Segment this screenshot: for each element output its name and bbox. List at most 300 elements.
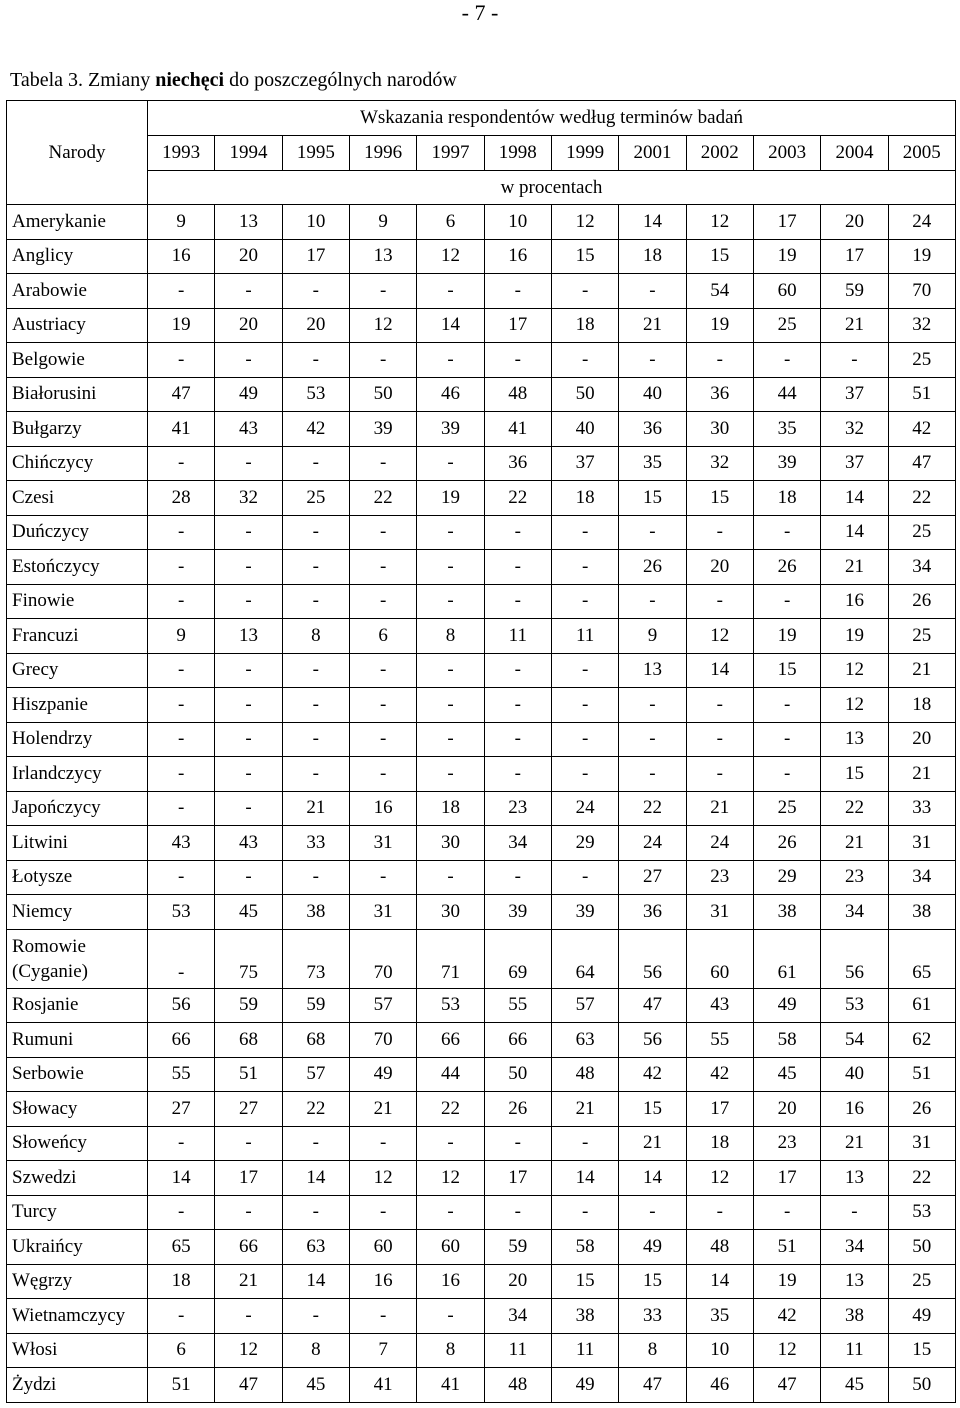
table-row bbox=[7, 1195, 956, 1230]
value-cell: 24 bbox=[619, 826, 686, 861]
value-cell: - bbox=[484, 1126, 551, 1161]
table-row bbox=[7, 1057, 956, 1092]
value-cell: 49 bbox=[551, 1368, 618, 1403]
value-cell: 38 bbox=[551, 1299, 618, 1334]
value-cell: 29 bbox=[753, 860, 820, 895]
value-cell: - bbox=[551, 1126, 618, 1161]
value-cell: 59 bbox=[484, 1230, 551, 1265]
value-cell: 18 bbox=[551, 308, 618, 343]
value-cell: - bbox=[282, 722, 349, 757]
value-cell: 22 bbox=[282, 1092, 349, 1127]
value-cell: 17 bbox=[484, 1161, 551, 1196]
value-cell: 53 bbox=[282, 377, 349, 412]
value-cell: 22 bbox=[417, 1092, 484, 1127]
table-row bbox=[7, 584, 956, 619]
value-cell: 70 bbox=[349, 1023, 416, 1058]
value-cell: 31 bbox=[349, 895, 416, 930]
caption-prefix: Tabela 3. Zmiany bbox=[10, 69, 156, 91]
value-cell: 16 bbox=[821, 1092, 888, 1127]
value-cell: - bbox=[417, 757, 484, 792]
year-header: 1996 bbox=[349, 136, 416, 171]
value-cell: 35 bbox=[619, 446, 686, 481]
value-cell: 26 bbox=[753, 826, 820, 861]
value-cell: 27 bbox=[215, 1092, 282, 1127]
value-cell: 55 bbox=[148, 1057, 215, 1092]
value-cell: 66 bbox=[148, 1023, 215, 1058]
value-cell: - bbox=[753, 1195, 820, 1230]
value-cell: 22 bbox=[619, 791, 686, 826]
table-row bbox=[7, 1126, 956, 1161]
value-cell: 65 bbox=[888, 929, 955, 988]
value-cell: 25 bbox=[888, 1264, 955, 1299]
value-cell: 75 bbox=[215, 929, 282, 988]
value-cell: 34 bbox=[484, 826, 551, 861]
value-cell: 16 bbox=[484, 239, 551, 274]
value-cell: - bbox=[551, 515, 618, 550]
value-cell: - bbox=[686, 757, 753, 792]
value-cell: 42 bbox=[619, 1057, 686, 1092]
nation-name-cell: Estończycy bbox=[7, 550, 148, 585]
nation-name-cell: Rosjanie bbox=[7, 988, 148, 1023]
table-row bbox=[7, 1333, 956, 1368]
nation-name-cell: Chińczycy bbox=[7, 446, 148, 481]
value-cell: 15 bbox=[686, 239, 753, 274]
value-cell: - bbox=[148, 446, 215, 481]
value-cell: - bbox=[148, 791, 215, 826]
value-cell: 26 bbox=[753, 550, 820, 585]
value-cell: 15 bbox=[619, 1092, 686, 1127]
value-cell: 20 bbox=[215, 239, 282, 274]
value-cell: 19 bbox=[753, 619, 820, 654]
value-cell: 60 bbox=[417, 1230, 484, 1265]
value-cell: 16 bbox=[349, 1264, 416, 1299]
value-cell: 43 bbox=[686, 988, 753, 1023]
value-cell: 48 bbox=[484, 377, 551, 412]
value-cell: 33 bbox=[888, 791, 955, 826]
value-cell: 43 bbox=[215, 412, 282, 447]
value-cell: 55 bbox=[686, 1023, 753, 1058]
value-cell: 41 bbox=[148, 412, 215, 447]
value-cell: 12 bbox=[349, 308, 416, 343]
value-cell: 14 bbox=[821, 481, 888, 516]
nation-name-cell: Serbowie bbox=[7, 1057, 148, 1092]
value-cell: 21 bbox=[686, 791, 753, 826]
table-row bbox=[7, 929, 956, 988]
value-cell: 73 bbox=[282, 929, 349, 988]
value-cell: 20 bbox=[888, 722, 955, 757]
value-cell: - bbox=[349, 343, 416, 378]
value-cell: 19 bbox=[821, 619, 888, 654]
value-cell: - bbox=[484, 688, 551, 723]
value-cell: 23 bbox=[821, 860, 888, 895]
value-cell: 50 bbox=[888, 1368, 955, 1403]
aversion-table bbox=[6, 100, 956, 1403]
value-cell: 12 bbox=[686, 205, 753, 240]
value-cell: 21 bbox=[551, 1092, 618, 1127]
value-cell: 21 bbox=[821, 826, 888, 861]
value-cell: 40 bbox=[619, 377, 686, 412]
value-cell: - bbox=[551, 550, 618, 585]
value-cell: 21 bbox=[215, 1264, 282, 1299]
value-cell: 41 bbox=[349, 1368, 416, 1403]
value-cell: 15 bbox=[551, 1264, 618, 1299]
value-cell: 53 bbox=[417, 988, 484, 1023]
value-cell: 12 bbox=[215, 1333, 282, 1368]
value-cell: - bbox=[619, 757, 686, 792]
value-cell: 17 bbox=[753, 205, 820, 240]
value-cell: 13 bbox=[215, 205, 282, 240]
value-cell: - bbox=[484, 722, 551, 757]
table-row bbox=[7, 274, 956, 309]
value-cell: - bbox=[148, 274, 215, 309]
value-cell: - bbox=[148, 688, 215, 723]
value-cell: 38 bbox=[282, 895, 349, 930]
value-cell: 51 bbox=[888, 1057, 955, 1092]
value-cell: 68 bbox=[282, 1023, 349, 1058]
value-cell: 66 bbox=[215, 1230, 282, 1265]
value-cell: 51 bbox=[888, 377, 955, 412]
value-cell: - bbox=[551, 343, 618, 378]
value-cell: 33 bbox=[619, 1299, 686, 1334]
value-cell: - bbox=[215, 343, 282, 378]
value-cell: 18 bbox=[753, 481, 820, 516]
table-row bbox=[7, 1023, 956, 1058]
year-header: 1994 bbox=[215, 136, 282, 171]
value-cell: 64 bbox=[551, 929, 618, 988]
value-cell: - bbox=[282, 1299, 349, 1334]
value-cell: - bbox=[686, 343, 753, 378]
value-cell: 24 bbox=[686, 826, 753, 861]
value-cell: - bbox=[551, 688, 618, 723]
value-cell: 58 bbox=[551, 1230, 618, 1265]
nation-name-cell: Arabowie bbox=[7, 274, 148, 309]
value-cell: 30 bbox=[417, 895, 484, 930]
value-cell: - bbox=[619, 688, 686, 723]
value-cell: - bbox=[148, 653, 215, 688]
value-cell: - bbox=[417, 688, 484, 723]
value-cell: 17 bbox=[753, 1161, 820, 1196]
table-body bbox=[7, 205, 956, 1403]
value-cell: 21 bbox=[888, 757, 955, 792]
value-cell: - bbox=[349, 757, 416, 792]
table-row bbox=[7, 412, 956, 447]
table-row bbox=[7, 722, 956, 757]
nation-name-cell: Grecy bbox=[7, 653, 148, 688]
value-cell: 17 bbox=[484, 308, 551, 343]
corner-header: Narody bbox=[7, 101, 148, 205]
value-cell: 18 bbox=[619, 239, 686, 274]
value-cell: 38 bbox=[753, 895, 820, 930]
value-cell: 26 bbox=[484, 1092, 551, 1127]
value-cell: 56 bbox=[821, 929, 888, 988]
value-cell: 22 bbox=[888, 1161, 955, 1196]
value-cell: 21 bbox=[821, 1126, 888, 1161]
value-cell: 18 bbox=[888, 688, 955, 723]
value-cell: 31 bbox=[888, 1126, 955, 1161]
value-cell: - bbox=[148, 757, 215, 792]
value-cell: 7 bbox=[349, 1333, 416, 1368]
value-cell: - bbox=[484, 274, 551, 309]
value-cell: 60 bbox=[349, 1230, 416, 1265]
value-cell: 70 bbox=[349, 929, 416, 988]
value-cell: - bbox=[148, 929, 215, 988]
value-cell: - bbox=[753, 757, 820, 792]
value-cell: 20 bbox=[753, 1092, 820, 1127]
value-cell: - bbox=[551, 584, 618, 619]
value-cell: 19 bbox=[753, 1264, 820, 1299]
value-cell: 45 bbox=[215, 895, 282, 930]
value-cell: - bbox=[282, 515, 349, 550]
value-cell: 14 bbox=[619, 1161, 686, 1196]
value-cell: - bbox=[215, 550, 282, 585]
value-cell: 56 bbox=[619, 929, 686, 988]
value-cell: 47 bbox=[888, 446, 955, 481]
value-cell: 30 bbox=[417, 826, 484, 861]
value-cell: - bbox=[484, 584, 551, 619]
value-cell: 37 bbox=[821, 446, 888, 481]
value-cell: 66 bbox=[484, 1023, 551, 1058]
value-cell: - bbox=[686, 515, 753, 550]
value-cell: 56 bbox=[148, 988, 215, 1023]
value-cell: - bbox=[282, 860, 349, 895]
value-cell: 45 bbox=[753, 1057, 820, 1092]
value-cell: - bbox=[349, 722, 416, 757]
value-cell: 65 bbox=[148, 1230, 215, 1265]
value-cell: 32 bbox=[821, 412, 888, 447]
value-cell: 37 bbox=[551, 446, 618, 481]
value-cell: - bbox=[619, 584, 686, 619]
value-cell: 34 bbox=[821, 895, 888, 930]
value-cell: 47 bbox=[753, 1368, 820, 1403]
value-cell: - bbox=[484, 515, 551, 550]
value-cell: - bbox=[148, 584, 215, 619]
value-cell: 66 bbox=[417, 1023, 484, 1058]
value-cell: 47 bbox=[148, 377, 215, 412]
table-row bbox=[7, 308, 956, 343]
value-cell: - bbox=[551, 1195, 618, 1230]
value-cell: 48 bbox=[484, 1368, 551, 1403]
value-cell: 38 bbox=[888, 895, 955, 930]
table-row bbox=[7, 757, 956, 792]
value-cell: - bbox=[282, 446, 349, 481]
table-row bbox=[7, 343, 956, 378]
value-cell: 8 bbox=[417, 1333, 484, 1368]
value-cell: - bbox=[148, 1195, 215, 1230]
value-cell: - bbox=[417, 515, 484, 550]
value-cell: 17 bbox=[821, 239, 888, 274]
value-cell: - bbox=[148, 860, 215, 895]
table-row bbox=[7, 481, 956, 516]
value-cell: - bbox=[282, 584, 349, 619]
nation-name-cell: Ukraińcy bbox=[7, 1230, 148, 1265]
value-cell: 40 bbox=[821, 1057, 888, 1092]
value-cell: 9 bbox=[148, 619, 215, 654]
value-cell: 11 bbox=[551, 1333, 618, 1368]
value-cell: 17 bbox=[282, 239, 349, 274]
value-cell: 49 bbox=[888, 1299, 955, 1334]
table-row bbox=[7, 205, 956, 240]
value-cell: - bbox=[551, 274, 618, 309]
value-cell: - bbox=[215, 860, 282, 895]
value-cell: 62 bbox=[888, 1023, 955, 1058]
value-cell: 60 bbox=[686, 929, 753, 988]
value-cell: - bbox=[215, 515, 282, 550]
value-cell: 32 bbox=[215, 481, 282, 516]
value-cell: - bbox=[619, 515, 686, 550]
value-cell: 14 bbox=[551, 1161, 618, 1196]
table-row bbox=[7, 377, 956, 412]
value-cell: 59 bbox=[821, 274, 888, 309]
value-cell: 19 bbox=[148, 308, 215, 343]
value-cell: 29 bbox=[551, 826, 618, 861]
value-cell: 15 bbox=[619, 1264, 686, 1299]
value-cell: 35 bbox=[686, 1299, 753, 1334]
value-cell: - bbox=[686, 584, 753, 619]
value-cell: - bbox=[753, 515, 820, 550]
value-cell: 41 bbox=[417, 1368, 484, 1403]
nation-name-cell: Amerykanie bbox=[7, 205, 148, 240]
value-cell: 20 bbox=[215, 308, 282, 343]
value-cell: 54 bbox=[686, 274, 753, 309]
value-cell: 6 bbox=[349, 619, 416, 654]
value-cell: 18 bbox=[686, 1126, 753, 1161]
value-cell: 53 bbox=[821, 988, 888, 1023]
table-row bbox=[7, 826, 956, 861]
value-cell: 8 bbox=[619, 1333, 686, 1368]
nation-name-cell: Szwedzi bbox=[7, 1161, 148, 1196]
nation-name-cell: Rumuni bbox=[7, 1023, 148, 1058]
value-cell: 50 bbox=[349, 377, 416, 412]
year-header: 2001 bbox=[619, 136, 686, 171]
value-cell: 56 bbox=[619, 1023, 686, 1058]
nation-name-cell: Bułgarzy bbox=[7, 412, 148, 447]
table-row bbox=[7, 653, 956, 688]
value-cell: 22 bbox=[821, 791, 888, 826]
value-cell: 22 bbox=[484, 481, 551, 516]
value-cell: 21 bbox=[349, 1092, 416, 1127]
value-cell: 15 bbox=[821, 757, 888, 792]
value-cell: 23 bbox=[484, 791, 551, 826]
value-cell: 8 bbox=[417, 619, 484, 654]
value-cell: 19 bbox=[888, 239, 955, 274]
value-cell: - bbox=[349, 446, 416, 481]
value-cell: 61 bbox=[753, 929, 820, 988]
value-cell: 37 bbox=[821, 377, 888, 412]
value-cell: 71 bbox=[417, 929, 484, 988]
value-cell: 15 bbox=[888, 1333, 955, 1368]
value-cell: 45 bbox=[821, 1368, 888, 1403]
value-cell: - bbox=[215, 1195, 282, 1230]
nation-name-cell: Francuzi bbox=[7, 619, 148, 654]
value-cell: 6 bbox=[148, 1333, 215, 1368]
value-cell: 16 bbox=[148, 239, 215, 274]
value-cell: 60 bbox=[753, 274, 820, 309]
value-cell: 8 bbox=[282, 1333, 349, 1368]
value-cell: 47 bbox=[619, 988, 686, 1023]
value-cell: 28 bbox=[148, 481, 215, 516]
value-cell: 20 bbox=[821, 205, 888, 240]
value-cell: - bbox=[282, 688, 349, 723]
value-cell: 63 bbox=[551, 1023, 618, 1058]
value-cell: 11 bbox=[551, 619, 618, 654]
value-cell: 11 bbox=[821, 1333, 888, 1368]
value-cell: 21 bbox=[821, 308, 888, 343]
nation-name-cell: Turcy bbox=[7, 1195, 148, 1230]
value-cell: 68 bbox=[215, 1023, 282, 1058]
value-cell: 34 bbox=[888, 550, 955, 585]
value-cell: 15 bbox=[686, 481, 753, 516]
value-cell: 36 bbox=[619, 412, 686, 447]
value-cell: 39 bbox=[753, 446, 820, 481]
value-cell: 24 bbox=[888, 205, 955, 240]
value-cell: - bbox=[349, 688, 416, 723]
value-cell: 23 bbox=[686, 860, 753, 895]
value-cell: 59 bbox=[215, 988, 282, 1023]
value-cell: - bbox=[148, 550, 215, 585]
value-cell: - bbox=[349, 860, 416, 895]
value-cell: 12 bbox=[686, 619, 753, 654]
value-cell: - bbox=[148, 1126, 215, 1161]
value-cell: - bbox=[215, 1126, 282, 1161]
year-header: 1995 bbox=[282, 136, 349, 171]
nation-name-cell: Austriacy bbox=[7, 308, 148, 343]
value-cell: 14 bbox=[821, 515, 888, 550]
value-cell: - bbox=[551, 860, 618, 895]
value-cell: - bbox=[349, 584, 416, 619]
value-cell: - bbox=[349, 274, 416, 309]
value-cell: - bbox=[417, 653, 484, 688]
value-cell: 20 bbox=[282, 308, 349, 343]
value-cell: - bbox=[417, 1195, 484, 1230]
value-cell: 21 bbox=[619, 1126, 686, 1161]
value-cell: 25 bbox=[753, 308, 820, 343]
value-cell: - bbox=[282, 550, 349, 585]
value-cell: 53 bbox=[148, 895, 215, 930]
value-cell: 31 bbox=[888, 826, 955, 861]
nation-name-cell: Irlandczycy bbox=[7, 757, 148, 792]
table-row bbox=[7, 688, 956, 723]
table-row bbox=[7, 1264, 956, 1299]
value-cell: - bbox=[753, 584, 820, 619]
page-number: - 7 - bbox=[461, 0, 499, 25]
value-cell: 50 bbox=[888, 1230, 955, 1265]
value-cell: - bbox=[215, 653, 282, 688]
value-cell: 36 bbox=[484, 446, 551, 481]
value-cell: 14 bbox=[686, 1264, 753, 1299]
value-cell: 33 bbox=[282, 826, 349, 861]
value-cell: - bbox=[349, 1299, 416, 1334]
value-cell: 16 bbox=[821, 584, 888, 619]
value-cell: 39 bbox=[349, 412, 416, 447]
value-cell: 30 bbox=[686, 412, 753, 447]
value-cell: - bbox=[349, 1195, 416, 1230]
table-row bbox=[7, 791, 956, 826]
value-cell: 18 bbox=[417, 791, 484, 826]
value-cell: 21 bbox=[282, 791, 349, 826]
value-cell: - bbox=[551, 757, 618, 792]
value-cell: - bbox=[215, 757, 282, 792]
value-cell: 49 bbox=[215, 377, 282, 412]
nation-name-cell: Białorusini bbox=[7, 377, 148, 412]
value-cell: 15 bbox=[753, 653, 820, 688]
value-cell: 23 bbox=[753, 1126, 820, 1161]
value-cell: 47 bbox=[619, 1368, 686, 1403]
value-cell: 12 bbox=[417, 1161, 484, 1196]
table-row bbox=[7, 446, 956, 481]
value-cell: 17 bbox=[686, 1092, 753, 1127]
value-cell: 11 bbox=[484, 1333, 551, 1368]
value-cell: 48 bbox=[686, 1230, 753, 1265]
